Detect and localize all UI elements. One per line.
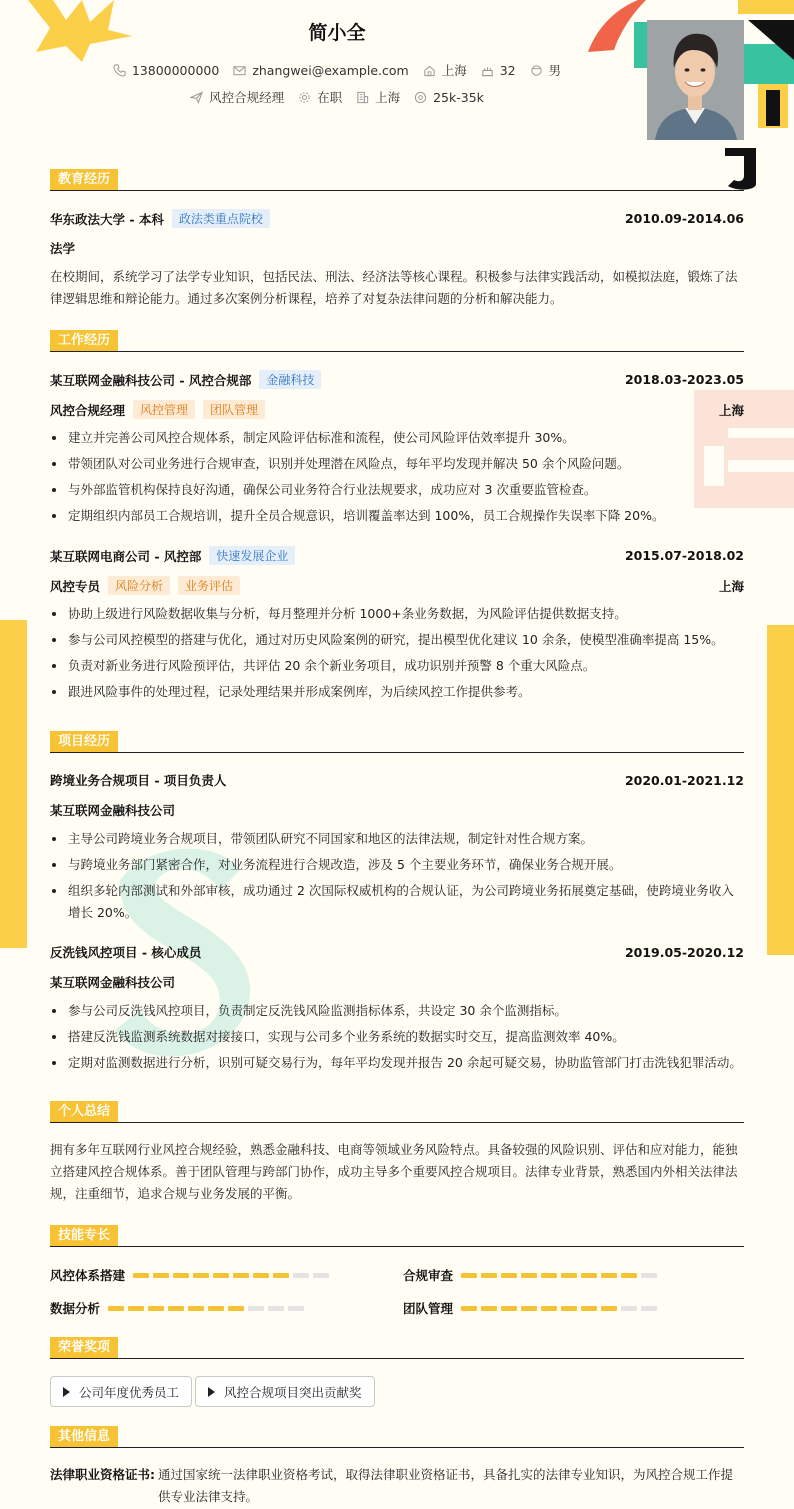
project-1-period: 2020.01-2021.12 (624, 772, 744, 788)
skill-level-segment (233, 1273, 249, 1278)
skill-level-segment (108, 1306, 124, 1311)
skill-level-segment (208, 1306, 224, 1311)
project-1-company: 某互联网金融科技公司 (50, 803, 176, 818)
skills-section-header (50, 1225, 744, 1247)
position-info (190, 88, 284, 106)
work-section-header (50, 330, 744, 352)
project-2-company: 某互联网金融科技公司 (50, 975, 176, 990)
project-2-name: 反洗钱风控项目 - 核心成员 (50, 945, 202, 960)
skill-item (403, 1299, 657, 1317)
skill-level-segment (253, 1273, 269, 1278)
right-yellow-band (767, 625, 794, 955)
major-row (50, 239, 744, 257)
work-1-period: 2018.03-2023.05 (624, 372, 744, 387)
work-2-bullet: 参与公司风控模型的搭建与优化，通过对历史风险案例的研究，提出模型优化建议 10 余条，使模型准确率提高 15%。 (50, 629, 744, 651)
skill-level-segment (541, 1306, 557, 1311)
project-1-company-row (50, 801, 744, 819)
work-1-bullet: 带领团队对公司业务进行合规审查，识别并处理潜在风险点，每年平均发现并解决 50 余个风险问题。 (50, 453, 744, 475)
location-info (423, 61, 467, 79)
skill-level-segment (293, 1273, 309, 1278)
project-1-name: 跨境业务合规项目 - 项目负责人 (50, 773, 227, 788)
skill-level-segment (288, 1306, 304, 1311)
left-yellow-band (0, 620, 27, 948)
project-2-bullet: 参与公司反洗钱风控项目，负责制定反洗钱风险监测指标体系，共设定 30 余个监测指标。 (50, 1000, 744, 1022)
work-2-bullet: 跟进风险事件的处理过程，记录处理结果并形成案例库，为后续风控工作提供参考。 (50, 681, 744, 703)
work-2-period: 2015.07-2018.02 (624, 548, 744, 563)
school-tag: 政法类重点院校 (172, 209, 270, 228)
status-info (298, 88, 342, 106)
award-name: 风控合规项目突出贡献奖 (224, 1384, 362, 1400)
email-address: zhangwei@example.com (252, 62, 409, 78)
age-value: 32 (499, 62, 516, 78)
skill-name: 团队管理 (403, 1301, 454, 1316)
summary-text: 拥有多年互联网行业风控合规经验，熟悉金融科技、电商等领域业务风险特点。具备较强的风险识别、评估和应对能力，能独立搭建风控合规体系。善于团队管理与跨部门协作，成功主导多个重要风控合规项目。法律专业背景，熟悉国内外相关法律法规，注重细节，追求合规与业务发展的平衡。 (50, 1142, 738, 1201)
award-badge (50, 1376, 192, 1407)
project-1-header-row (50, 771, 744, 789)
work-2-tag: 快速发展企业 (209, 546, 295, 565)
work-1-bullet: 与外部监管机构保持良好沟通，确保公司业务符合行业法规要求，成功应对 3 次重要监管检查。 (50, 479, 744, 501)
skill-level-segment (193, 1273, 209, 1278)
skill-level-segment (621, 1306, 637, 1311)
certificate-label: 法律职业资格证书: (50, 1467, 155, 1482)
skill-level-segment (501, 1306, 517, 1311)
target-city-info (356, 88, 400, 106)
email-info (233, 61, 408, 79)
gender-icon (530, 64, 543, 77)
cake-icon (481, 64, 494, 77)
skill-level-segment (561, 1306, 577, 1311)
award-badge (195, 1376, 375, 1407)
project-2-bullet: 搭建反洗钱监测系统数据对接接口，实现与公司多个业务系统的数据实时交互，提高监测效率 40%。 (50, 1026, 744, 1048)
work-1-header-row (50, 370, 744, 389)
project-2-header-row (50, 943, 744, 961)
project-2-company-row (50, 973, 744, 991)
skill-level-segment (133, 1273, 149, 1278)
work-section-title: 工作经历 (50, 330, 118, 351)
skill-level-segment (581, 1306, 597, 1311)
skill-level-segment (621, 1273, 637, 1278)
skill-level-segment (128, 1306, 144, 1311)
skill-level-segment (501, 1273, 517, 1278)
skill-name: 风控体系搭建 (50, 1268, 126, 1283)
contact-row (50, 61, 624, 79)
skill-level-bar (133, 1273, 329, 1278)
location-value: 上海 (441, 63, 467, 78)
phone-info (113, 61, 219, 79)
project-1-bullet: 组织多轮内部测试和外部审核，成功通过 2 次国际权威机构的合规认证，为公司跨境业务拓展奠定基础，使跨境业务收入增长 20%。 (50, 880, 736, 924)
salary-info (414, 88, 484, 106)
skill-level-segment (581, 1273, 597, 1278)
school-name: 华东政法大学 - 本科 (50, 211, 164, 227)
job-intent-row (50, 88, 624, 106)
education-period: 2010.09-2014.06 (624, 211, 744, 226)
project-1-bullet: 与跨境业务部门紧密合作，对业务流程进行合规改造，涉及 5 个主要业务环节，确保业务合规开展。 (50, 854, 744, 876)
skill-level-segment (561, 1273, 577, 1278)
play-triangle-icon (63, 1387, 70, 1397)
status-value: 在职 (317, 90, 343, 105)
awards-section-title: 荣誉奖项 (50, 1337, 118, 1358)
play-triangle-icon (208, 1387, 215, 1397)
skill-level-segment (461, 1306, 477, 1311)
skill-level-segment (228, 1306, 244, 1311)
skill-level-segment (541, 1273, 557, 1278)
skills-section-title: 技能专长 (50, 1225, 118, 1246)
skill-level-segment (188, 1306, 204, 1311)
major-name: 法学 (50, 241, 76, 256)
skill-level-segment (168, 1306, 184, 1311)
skill-level-segment (313, 1273, 329, 1278)
work-2-skill-tag: 业务评估 (178, 576, 240, 595)
home-icon (423, 64, 436, 77)
phone-number: 13800000000 (131, 62, 220, 78)
project-1-bullet: 主导公司跨境业务合规项目，带领团队研究不同国家和地区的法律法规，制定针对性合规方案。 (50, 828, 744, 850)
work-2-bullet: 负责对新业务进行风险预评估，共评估 20 余个新业务项目，成功识别并预警 8 个重大风险点。 (50, 655, 744, 677)
work-1-city: 上海 (718, 402, 744, 418)
skill-level-bar (461, 1273, 657, 1278)
salary-value: 25k-35k (433, 89, 484, 105)
coin-icon (414, 91, 427, 104)
project-2-period: 2019.05-2020.12 (624, 944, 744, 960)
gender-value: 男 (548, 63, 562, 78)
gender-info (530, 61, 562, 79)
work-1-skill-tag: 风控管理 (133, 400, 195, 419)
work-2-role: 风控专员 (50, 578, 101, 594)
send-icon (190, 91, 203, 104)
education-description: 在校期间，系统学习了法学专业知识，包括民法、刑法、经济法等核心课程。积极参与法律实践活动，如模拟法庭，锻炼了法律逻辑思维和辩论能力。通过多次案例分析课程，培养了对复杂法律问题的分析和解决能力。 (50, 269, 738, 306)
skill-item (403, 1266, 657, 1284)
skill-level-segment (213, 1273, 229, 1278)
phone-icon (113, 64, 126, 77)
skill-level-segment (601, 1306, 617, 1311)
skill-level-segment (641, 1306, 657, 1311)
target-city-value: 上海 (375, 90, 401, 105)
skill-level-segment (273, 1273, 289, 1278)
skill-level-segment (641, 1273, 657, 1278)
gear-icon (298, 91, 311, 104)
skill-item (50, 1299, 304, 1317)
work-2-role-row (50, 576, 744, 595)
avatar (647, 20, 744, 140)
projects-section-header (50, 731, 744, 753)
work-2-city: 上海 (718, 578, 744, 594)
work-1-bullet: 建立并完善公司风控合规体系，制定风险评估标准和流程，使公司风险评估效率提升 30%。 (50, 427, 744, 449)
project-2-bullet: 定期对监测数据进行分析，识别可疑交易行为，每年平均发现并报告 20 余起可疑交易，协助监管部门打击洗钱犯罪活动。 (50, 1052, 744, 1074)
mail-icon (233, 64, 246, 77)
skill-name: 数据分析 (50, 1301, 101, 1316)
summary-section-title: 个人总结 (50, 1101, 118, 1122)
work-2-header-row (50, 546, 744, 565)
work-1-role-row (50, 400, 744, 419)
skill-level-segment (481, 1306, 497, 1311)
position-value: 风控合规经理 (209, 90, 285, 105)
skill-item (50, 1266, 329, 1284)
work-2-skill-tag: 风险分析 (108, 576, 170, 595)
awards-section-header (50, 1337, 744, 1359)
education-section-header (50, 169, 744, 191)
work-1-skill-tag: 团队管理 (203, 400, 265, 419)
building-icon (356, 91, 369, 104)
work-2-company: 某互联网电商公司 - 风控部 (50, 548, 202, 564)
award-name: 公司年度优秀员工 (79, 1384, 180, 1400)
work-1-role: 风控合规经理 (50, 402, 126, 418)
skill-level-segment (248, 1306, 264, 1311)
skill-level-segment (153, 1273, 169, 1278)
skill-level-bar (461, 1306, 657, 1311)
skill-level-segment (601, 1273, 617, 1278)
skill-level-segment (521, 1273, 537, 1278)
other-section-header (50, 1426, 744, 1448)
work-1-tag: 金融科技 (259, 370, 321, 389)
portrait-image (647, 20, 744, 140)
skill-level-segment (521, 1306, 537, 1311)
projects-section-title: 项目经历 (50, 731, 118, 752)
skill-level-segment (268, 1306, 284, 1311)
skill-level-bar (108, 1306, 304, 1311)
summary-section-header (50, 1101, 744, 1123)
resume-page (50, 0, 744, 1509)
skill-level-segment (481, 1273, 497, 1278)
work-1-company: 某互联网金融科技公司 - 风控合规部 (50, 372, 252, 388)
education-section-title: 教育经历 (50, 169, 118, 190)
education-header-row (50, 209, 744, 228)
work-2-bullet: 协助上级进行风险数据收集与分析，每月整理并分析 1000+条业务数据，为风险评估提供数据支持。 (50, 603, 744, 625)
candidate-name: 简小全 (308, 22, 366, 44)
certificate-text: 通过国家统一法律职业资格考试，取得法律职业资格证书，具备扎实的法律专业知识，为风控合规工作提供专业法律支持。 (158, 1467, 734, 1504)
other-section-title: 其他信息 (50, 1426, 118, 1447)
age-info (481, 61, 516, 79)
skill-level-segment (148, 1306, 164, 1311)
skill-level-segment (173, 1273, 189, 1278)
work-1-bullet: 定期组织内部员工合规培训，提升全员合规意识，培训覆盖率达到 100%，员工合规操作失误率下降 20%。 (50, 505, 744, 527)
skill-name: 合规审查 (403, 1268, 454, 1283)
skill-level-segment (461, 1273, 477, 1278)
